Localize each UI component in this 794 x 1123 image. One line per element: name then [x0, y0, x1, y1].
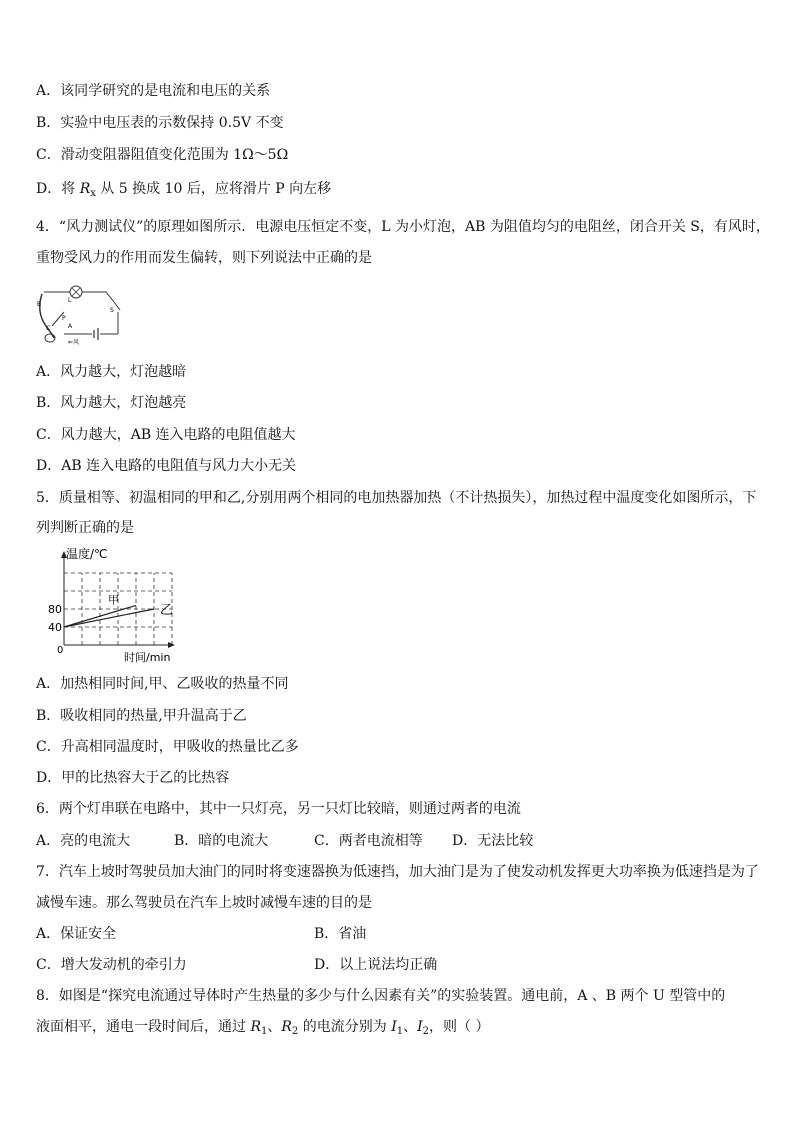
r2-symbol: R — [281, 1019, 292, 1035]
resistor-subscript: x — [90, 188, 96, 199]
q5-option-b: B．吸收相同的热量,甲升温高于乙 — [36, 708, 247, 724]
q8-stem-end: ，则（ ） — [429, 1019, 490, 1035]
separator: 、 — [267, 1019, 282, 1035]
y-tick-label: 40 — [48, 621, 62, 634]
label-s: S — [110, 307, 114, 314]
q5-stem-line1: 5．质量相等、初温相同的甲和乙,分别用两个相同的电加热器加热（不计热损失），加热过程中温度变化如图所示，下 — [36, 490, 757, 506]
separator: 、 — [403, 1019, 418, 1035]
label-c: C — [46, 325, 51, 332]
q7-option-b: B．省油 — [314, 926, 367, 942]
q3-option-c: C．滑动变阻器阻值变化范围为 1Ω～5Ω — [36, 147, 289, 163]
q3-option-b: B．实验中电压表的示数保持 0.5V 不变 — [36, 115, 284, 131]
i2-subscript: 2 — [422, 1026, 430, 1037]
q7-stem-line2: 减慢车速。那么驾驶员在汽车上坡时减慢车速的目的是 — [36, 895, 372, 911]
y-tick-label: 80 — [48, 603, 62, 616]
q8-stem-mid: 的电流分别为 — [298, 1019, 392, 1035]
q5-option-d: D．甲的比热容大于乙的比热容 — [36, 770, 230, 786]
i1-subscript: 1 — [396, 1026, 404, 1037]
q5-option-a: A．加热相同时间,甲、乙吸收的热量不同 — [36, 676, 289, 692]
chart-grid — [64, 573, 172, 645]
q4-option-a: A．风力越大，灯泡越暗 — [36, 364, 187, 380]
q7-option-d: D．以上说法均正确 — [314, 957, 438, 973]
series-line-yi — [64, 609, 154, 627]
resistor-symbol: R — [79, 181, 91, 197]
q6-option-a: A．亮的电流大 — [36, 833, 131, 849]
r1-subscript: 1 — [261, 1026, 268, 1037]
series-label-jia: 甲 — [108, 593, 119, 607]
q6-option-b: B．暗的电流大 — [174, 833, 269, 849]
temperature-time-chart — [40, 545, 220, 665]
q8-stem-line1: 8．如图是“探究电流通过导体时产生热量的多少与什么因素有关”的实验装置。通电前，A 、B 两个 U 型管中的 — [36, 988, 726, 1004]
circuit-wire-top-right — [82, 292, 114, 302]
wind-direction-label: ⇐风 — [68, 339, 80, 346]
q3-option-d-prefix: D．将 — [36, 181, 80, 197]
q7-option-a: A．保证安全 — [36, 926, 117, 942]
q4-option-c: C．风力越大，AB 连入电路的电阻值越大 — [36, 427, 296, 443]
origin-label: 0 — [57, 645, 64, 656]
q3-option-a: A．该同学研究的是电流和电压的关系 — [36, 83, 271, 99]
x-axis-label: 时间/min — [124, 651, 171, 664]
label-a: A — [68, 323, 73, 330]
label-l: L — [68, 297, 72, 304]
lamp-cross — [72, 288, 80, 296]
q6-option-c: C．两者电流相等 — [314, 833, 423, 849]
y-axis-label: 温度/℃ — [66, 547, 108, 561]
battery-icon — [94, 328, 98, 340]
q6-option-d: D．无法比较 — [452, 833, 534, 849]
q3-option-d-suffix: 从 5 换成 10 后，应将滑片 P 向左移 — [95, 181, 332, 197]
r2-subscript: 2 — [291, 1026, 299, 1037]
q8-stem-line2 — [36, 1017, 489, 1042]
switch-icon — [114, 302, 120, 310]
q5-option-c: C．升高相同温度时，甲吸收的热量比乙多 — [36, 739, 299, 755]
q4-stem-line1: 4．“风力测试仪”的原理如图所示．电源电压恒定不变，L 为小灯泡，AB 为阻值均匀的电阻丝，闭合开关 S，有风时， — [36, 219, 770, 235]
q8-stem-text: 液面相平，通电一段时间后，通过 — [36, 1019, 251, 1035]
wind-tester-circuit-figure — [34, 282, 134, 346]
label-p: P — [62, 315, 66, 322]
q7-stem-line1: 7．汽车上坡时驾驶员加大油门的同时将变速器换为低速挡，加大油门是为了使发动机发挥更大功率换为低速挡是为了 — [36, 864, 759, 880]
series-label-yi: 乙 — [160, 603, 174, 618]
q4-option-d: D．AB 连入电路的电阻值与风力大小无关 — [36, 458, 297, 474]
q5-stem-line2: 列判断正确的是 — [36, 520, 134, 536]
q4-stem-line2: 重物受风力的作用而发生偏转，则下列说法中正确的是 — [36, 250, 372, 266]
i2-symbol: I — [417, 1019, 423, 1035]
label-b: B — [37, 301, 42, 308]
q3-option-d — [36, 179, 331, 204]
q6-stem: 6．两个灯串联在电路中，其中一只灯亮，另一只灯比较暗，则通过两者的电流 — [36, 801, 521, 817]
r1-symbol: R — [250, 1019, 261, 1035]
q7-option-c: C．增大发动机的牵引力 — [36, 957, 187, 973]
x-axis-arrow-icon — [168, 642, 175, 648]
q4-option-b: B．风力越大，灯泡越亮 — [36, 395, 187, 411]
i1-symbol: I — [391, 1019, 397, 1035]
